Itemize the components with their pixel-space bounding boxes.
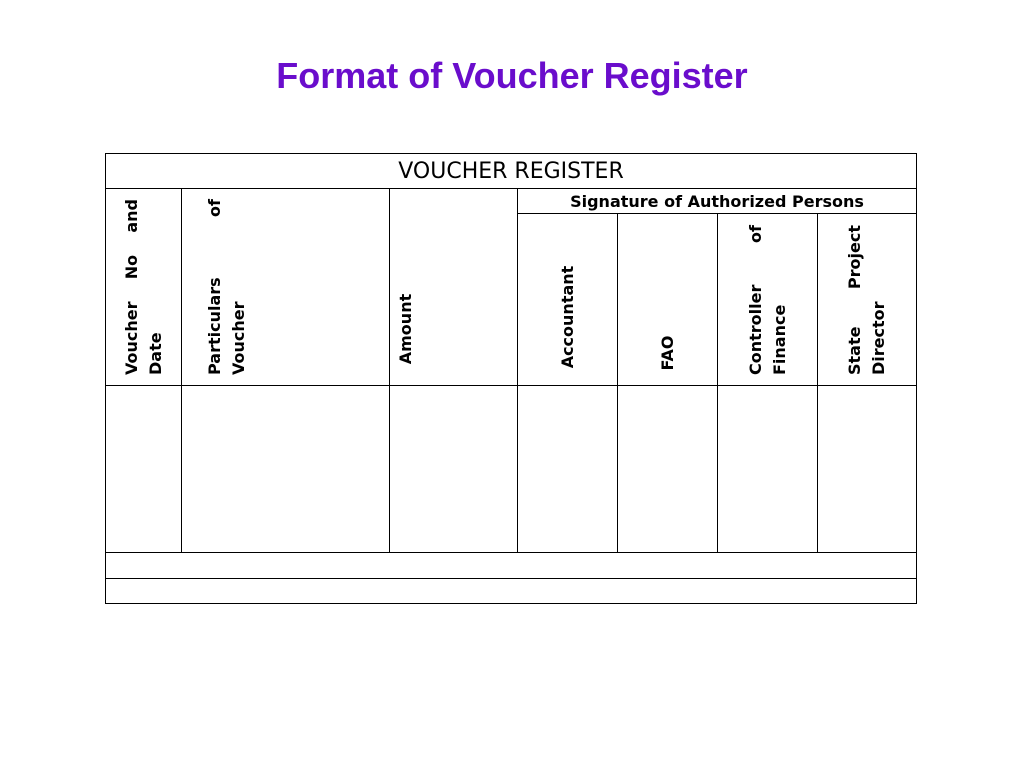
header-text: FAO — [657, 334, 677, 371]
header-amount — [390, 189, 517, 385]
voucher-register-table — [105, 153, 917, 604]
table-border-right — [916, 153, 917, 604]
header-controller-finance — [718, 214, 817, 385]
header-text: Finance — [769, 304, 789, 375]
header-voucher-no-date — [106, 189, 181, 385]
table-border-bottom — [105, 603, 917, 604]
header-text: Project — [845, 224, 864, 289]
table-body-row — [106, 386, 916, 552]
header-text: of — [745, 224, 765, 243]
header-text: Director — [869, 300, 888, 375]
header-state-project-director — [818, 214, 916, 385]
table-total-row — [106, 553, 916, 578]
header-text: Accountant — [557, 265, 577, 368]
header-text: of — [204, 199, 224, 217]
header-particulars — [182, 189, 389, 385]
table-footer-row — [106, 579, 916, 603]
header-text: and — [121, 199, 141, 233]
register-heading: VOUCHER REGISTER — [398, 158, 624, 184]
header-text: State — [845, 326, 864, 375]
header-text: Voucher — [228, 301, 248, 375]
header-fao — [618, 214, 717, 385]
header-text: Controller — [745, 284, 765, 375]
header-text: No — [121, 254, 141, 280]
header-text: Amount — [395, 293, 415, 365]
page-title: Format of Voucher Register — [276, 55, 748, 96]
header-accountant — [518, 214, 617, 385]
header-text: Particulars — [204, 277, 224, 375]
header-text: Voucher — [121, 301, 141, 375]
header-text: Date — [145, 332, 165, 375]
signature-heading: Signature of Authorized Persons — [570, 191, 864, 211]
